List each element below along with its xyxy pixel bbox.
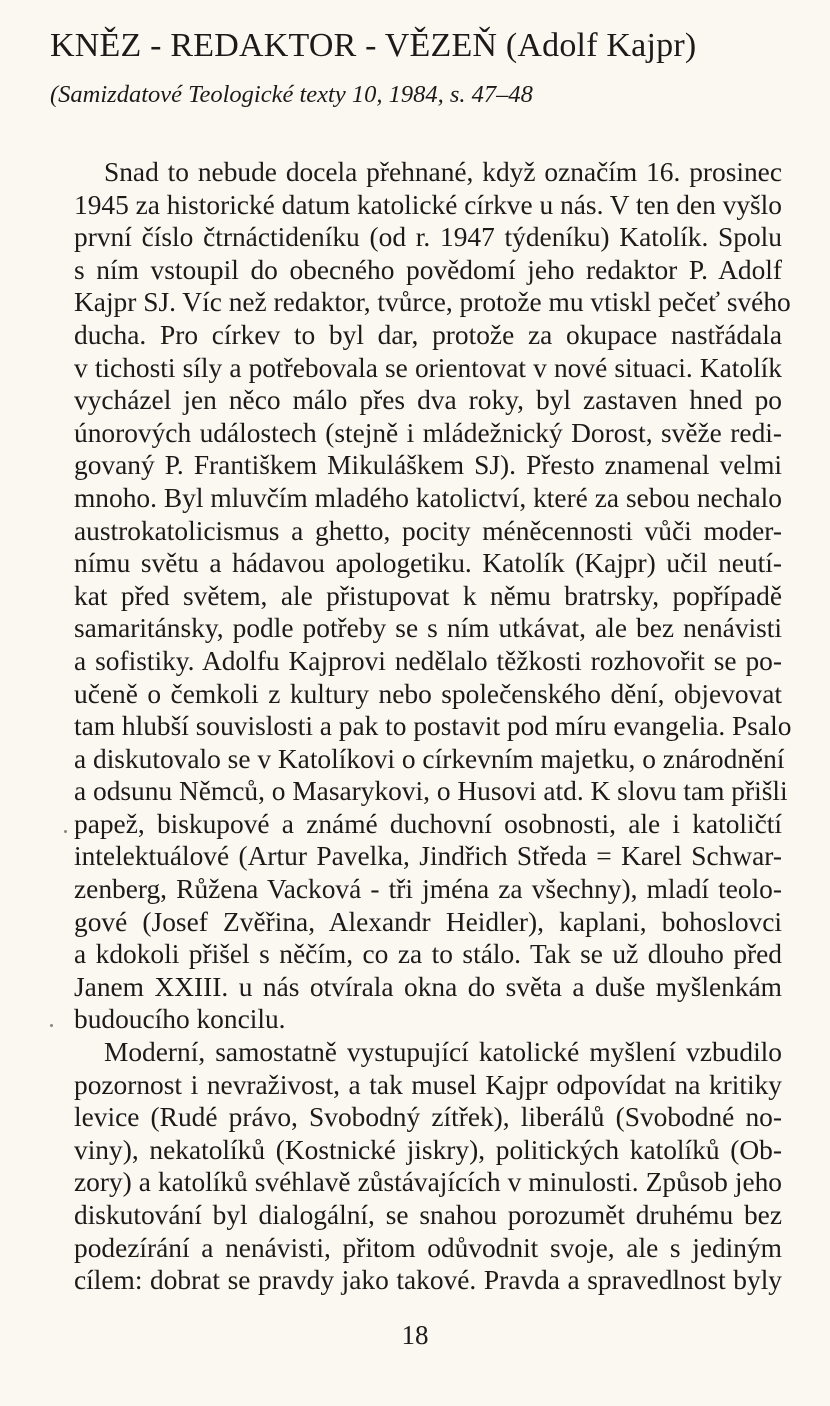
text-line: a kdokoli přišel s něčím, co za to stálo. Tak se už dlouho před [74,939,782,970]
paragraph [74,156,792,1036]
text-line: cílem: dobrat se pravdy jako takové. Pravda a spravedlnost byly [74,1265,782,1296]
text-line: ducha. Pro církev to byl dar, protože za okupace nastřádala [74,319,782,350]
scan-speck [50,1024,53,1027]
text-line: diskutování byl dialogální, se snahou porozumět druhému bez [74,1200,782,1230]
text-line: vycházel jen něco málo přes dva roky, byl zastaven hned po [74,385,782,416]
article-title: KNĚZ - REDAKTOR - VĚZEŇ (Adolf Kajpr) [50,27,697,64]
text-line: a odsunu Němců, o Masarykovi, o Husovi atd. K slovu tam přišli [74,776,788,807]
text-line: pozornost i nevraživost, a tak musel Kajpr odpovídat na kritiky [74,1069,782,1100]
text-line: samaritánsky, podle potřeby se s ním utkávat, ale bez nenávisti [74,613,782,644]
text-line: tam hlubší souvislosti a pak to postavit pod míru evangelia. Psalo [74,711,792,742]
text-line: nímu světu a hádavou apologetiku. Katolík (Kajpr) učil neutí- [74,548,782,579]
page-number: 18 [401,1320,429,1350]
text-line: Moderní, samostatně vystupující katolické myšlení vzbudilo [104,1037,782,1068]
text-line: a diskutovalo se v Katolíkovi o církevním majetku, o znárodnění [74,743,785,774]
text-line: levice (Rudé právo, Svobodný zítřek), liberálů (Svobodné no- [74,1102,782,1133]
text-line: austrokatolicismus a ghetto, pocity méněcennosti vůči moder- [74,515,782,546]
text-line: zory) a katolíků svéhlavě zůstávajících v minulosti. Způsob jeho [74,1167,782,1198]
text-line: a sofistiky. Adolfu Kajprovi nedělalo těžkosti rozhovořit se po- [74,645,782,676]
text-line: 1945 za historické datum katolické církve u nás. V ten den vyšlo [74,189,782,220]
text-line: první číslo čtrnáctideníku (od r. 1947 týdeníku) Katolík. Spolu [74,222,782,253]
text-line: únorových událostech (stejně i mládežnický Dorost, svěže redi- [74,417,782,448]
text-line: Snad to nebude docela přehnané, když označím 16. prosinec [104,157,782,187]
paragraph [74,1036,782,1297]
text-line: intelektuálové (Artur Pavelka, Jindřich Středa = Karel Schwar- [74,841,782,872]
text-line: govaný P. Františkem Mikuláškem SJ). Přesto znamenal velmi [74,450,782,481]
text-line: budoucího koncilu. [74,1004,286,1035]
text-line: gové (Josef Zvěřina, Alexandr Heidler), kaplani, bohoslovci [74,906,782,937]
text-line: zenberg, Růžena Vacková - tři jména za všechny), mladí teolo- [74,874,782,905]
text-line: viny), nekatolíků (Kostnické jiskry), politických katolíků (Ob- [74,1134,782,1165]
text-line: Janem XXIII. u nás otvírala okna do světa a duše myšlenkám [74,971,782,1002]
article-source: (Samizdatové Teologické texty 10, 1984, s. 47–48 [50,81,533,108]
text-line: v tichosti síly a potřebovala se orientovat v nové situaci. Katolík [74,352,782,383]
text-line: učeně o čemkoli z kultury nebo společenského dění, objevovat [74,678,782,709]
text-line: s ním vstoupil do obecného povědomí jeho redaktor P. Adolf [74,254,782,285]
text-line: mnoho. Byl mluvčím mladého katolictví, které za sebou nechalo [74,482,782,513]
text-line: podezírání a nenávisti, přitom odůvodnit svoje, ale s jediným [74,1232,782,1263]
text-line: kat před světem, ale přistupovat k němu bratrsky, popřípadě [74,580,782,611]
article-body [74,156,792,1297]
text-line: Kajpr SJ. Víc než redaktor, tvůrce, protože mu vtiskl pečeť svého [74,287,791,318]
text-line: papež, biskupové a známé duchovní osobnosti, ale i katoličtí [74,808,782,839]
scan-speck [64,830,67,833]
